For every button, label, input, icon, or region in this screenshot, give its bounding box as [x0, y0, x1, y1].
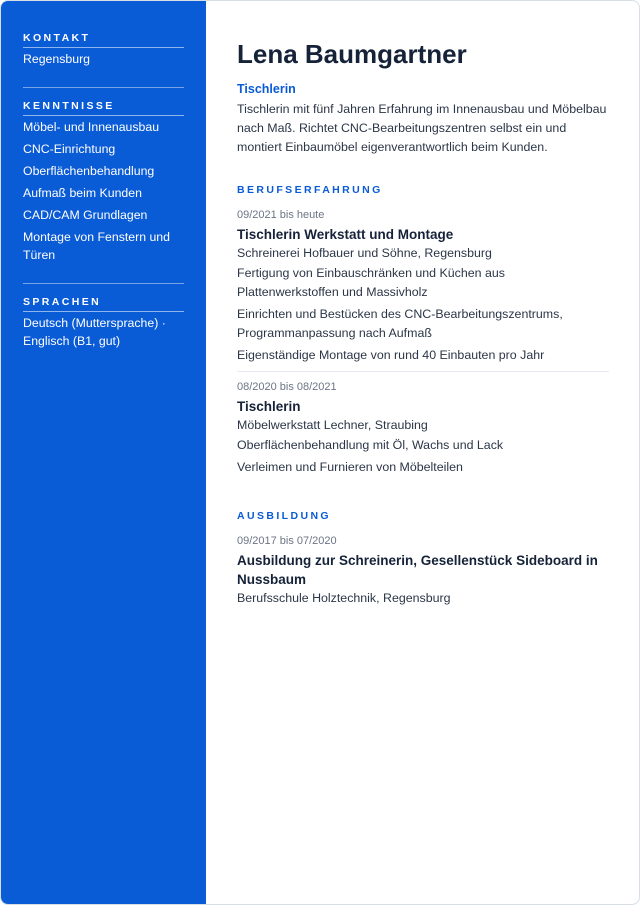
employer: Schreinerei Hofbauer und Söhne, Regensburg — [237, 246, 492, 260]
entry-dates — [237, 380, 609, 394]
date-separator: bis — [279, 381, 294, 393]
skill-item: Aufmaß beim Kunden — [23, 186, 142, 200]
date-start: 08/2020 — [237, 381, 277, 393]
date-separator: bis — [279, 209, 294, 221]
experience-entry — [237, 371, 609, 483]
date-start: 09/2017 — [237, 535, 277, 547]
job-title: Tischlerin Werkstatt und Montage — [237, 227, 454, 242]
school-name: Berufsschule Holztechnik, Regensburg — [237, 591, 451, 605]
task-item: Eigenständige Montage von rund 40 Einbauten pro Jahr — [237, 348, 545, 362]
date-end: heute — [296, 209, 325, 221]
skill-item: Möbel- und Innenausbau — [23, 120, 160, 134]
task-item: Fertigung von Einbauschränken und Küchen aus Plattenwerkstoffen und Massivholz — [237, 266, 505, 299]
task-list — [237, 264, 609, 365]
education-entry — [237, 534, 609, 607]
education-heading: AUSBILDUNG — [237, 510, 331, 522]
date-end: 08/2021 — [296, 381, 337, 393]
sidebar-divider — [23, 87, 184, 88]
entry-dates — [237, 534, 609, 548]
task-item: Verleimen und Furnieren von Möbelteilen — [237, 460, 463, 474]
skills-list — [23, 118, 184, 264]
skill-item: Oberflächenbehandlung — [23, 164, 155, 178]
contact-heading: KONTAKT — [23, 32, 184, 48]
contact-section — [23, 32, 184, 68]
skills-section — [23, 100, 184, 264]
employer: Möbelwerkstatt Lechner, Straubing — [237, 418, 428, 432]
experience-entry — [237, 208, 609, 371]
main-content — [206, 1, 639, 904]
date-separator: bis — [279, 535, 294, 547]
date-start: 09/2021 — [237, 209, 277, 221]
experience-heading: BERUFSERFAHRUNG — [237, 184, 383, 196]
skills-heading: KENNTNISSE — [23, 100, 184, 116]
entry-dates — [237, 208, 609, 222]
languages-heading: SPRACHEN — [23, 296, 184, 312]
job-role: Tischlerin — [237, 82, 296, 96]
task-item: Einrichten und Bestücken des CNC-Bearbeitungszentrums, Programmanpassung nach Aufmaß — [237, 307, 563, 340]
sidebar — [1, 1, 206, 904]
skill-item: Montage von Fenstern und Türen — [23, 230, 170, 262]
person-name: Lena Baumgartner — [237, 39, 467, 69]
profile-summary: Tischlerin mit fünf Jahren Erfahrung im Innenausbau und Möbelbau nach Maß. Richtet CNC-Bearbeitungszentren selbst ein und montiert Einbaumöbel eigenverantwortlich beim Kunden. — [237, 102, 607, 154]
task-list — [237, 436, 609, 477]
languages-section — [23, 296, 184, 350]
contact-city: Regensburg — [23, 52, 90, 66]
skill-item: CAD/CAM Grundlagen — [23, 208, 148, 222]
skill-item: CNC-Einrichtung — [23, 142, 116, 156]
job-title: Tischlerin — [237, 399, 301, 414]
sidebar-divider — [23, 283, 184, 284]
languages-text: Deutsch (Muttersprache) · Englisch (B1, gut) — [23, 316, 166, 348]
task-item: Oberflächenbehandlung mit Öl, Wachs und Lack — [237, 438, 504, 452]
date-end: 07/2020 — [296, 535, 337, 547]
education-title: Ausbildung zur Schreinerin, Gesellenstück Sideboard in Nussbaum — [237, 553, 598, 587]
